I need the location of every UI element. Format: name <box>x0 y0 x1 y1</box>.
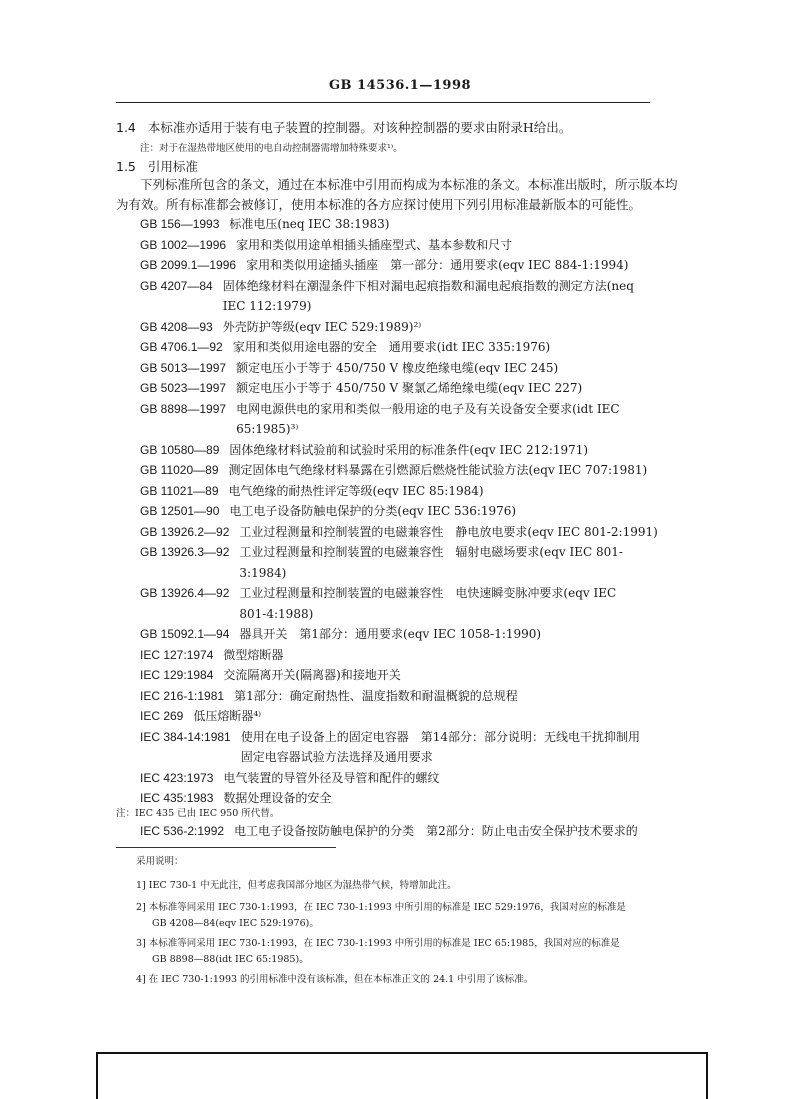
ref-code: GB 8898—1997 <box>140 401 227 416</box>
intro-line: 为有效。所有标准都会被修订，使用本标准的各方应探讨使用下列引用标准最新版本的可能性。 <box>116 197 642 212</box>
reference-item <box>140 317 660 338</box>
ref-title: 电气绝缘的耐热性评定等级(eqv IEC 85:1984) <box>228 483 484 498</box>
reference-item <box>140 276 660 317</box>
ref-title: 微型熔断器 <box>223 647 284 662</box>
ref-title: 电工电子设备防触电保护的分类(eqv IEC 536:1976) <box>229 504 517 518</box>
intro-line: 下列标准所包含的条文，通过在本标准中引用而构成为本标准的条文。本标准出版时，所示版本均 <box>140 177 678 192</box>
reference-item <box>140 542 660 583</box>
ref-title: 工业过程测量和控制装置的电磁兼容性 辐射电磁场要求(eqv IEC 801-3:1984) <box>239 545 623 580</box>
ref-code: GB 12501—90 <box>140 504 220 518</box>
ref-title: 测定固体电气绝缘材料暴露在引燃源后燃烧性能试验方法(eqv IEC 707:1981) <box>228 463 648 477</box>
ref-title: 工业过程测量和控制装置的电磁兼容性 电快速瞬变脉冲要求(eqv IEC 801-4:1988) <box>239 586 617 621</box>
reference-item <box>140 501 660 522</box>
footnote-item: 2] 本标准等同采用 IEC 730-1:1993，在 IEC 730-1:1993 中所引用的标准是 IEC 529:1976，我国对应的标准是 <box>136 902 626 913</box>
reference-item <box>140 399 660 440</box>
ref-title: 固体绝缘材料在潮湿条件下相对漏电起痕指数和漏电起痕指数的测定方法(neq IEC 112:1979) <box>222 278 634 313</box>
ref-title: 外壳防护等级(eqv IEC 529:1989)²⁾ <box>222 319 422 334</box>
ref-code: IEC 216-1:1981 <box>140 688 225 703</box>
reference-item <box>140 706 660 727</box>
ref-code: IEC 269 <box>140 709 184 723</box>
reference-list <box>140 214 660 809</box>
ref-title: 额定电压小于等于 450/750 V 聚氯乙烯绝缘电缆(eqv IEC 227) <box>236 381 583 395</box>
section-1-4 <box>116 118 571 136</box>
section-number: 1.4 <box>116 120 136 135</box>
ref-title: 标准电压(neq IEC 38:1983) <box>229 217 390 231</box>
ref-code: GB 11020—89 <box>140 463 219 477</box>
ref-code: IEC 435:1983 <box>140 791 214 805</box>
reference-item <box>140 624 660 645</box>
section-1-5 <box>116 157 198 175</box>
ref-code: IEC 536-2:1992 <box>140 824 225 838</box>
ref-title: 家用和类似用途电器的安全 通用要求(idt IEC 335:1976) <box>232 340 551 354</box>
page-frame-box <box>96 1052 708 1099</box>
ref-code: GB 4208—93 <box>140 319 213 334</box>
reference-item <box>140 337 660 358</box>
ref-code: GB 5013—1997 <box>140 360 227 375</box>
ref-title: 电工电子设备按防触电保护的分类 第2部分：防止电击安全保护技术要求的 <box>234 824 638 838</box>
section-number: 1.5 <box>116 159 136 174</box>
footnote-item: 3] 本标准等同采用 IEC 730-1:1993，在 IEC 730-1:1993 中所引用的标准是 IEC 65:1985，我国对应的标准是 <box>136 938 620 949</box>
ref-title: 电网电源供电的家用和类似一般用途的电子及有关设备安全要求(idt IEC 65:1985)³⁾ <box>236 401 620 436</box>
ref-code: GB 156—1993 <box>140 217 220 231</box>
ref-code: GB 10580—89 <box>140 442 220 457</box>
ref-title: 交流隔离开关(隔离器)和接地开关 <box>223 668 401 682</box>
ref-code: GB 13926.2—92 <box>140 524 230 539</box>
section-title: 引用标准 <box>147 159 198 174</box>
intro-paragraph <box>116 175 678 215</box>
ref-title: 低压熔断器⁴⁾ <box>193 709 262 723</box>
ref-title: 家用和类似用途单相插头插座型式、基本参数和尺寸 <box>236 237 513 252</box>
reference-item <box>140 460 660 481</box>
reference-item <box>140 440 660 461</box>
footnote-heading: 采用说明： <box>136 856 184 867</box>
ref-code: IEC 384-14:1981 <box>140 729 231 744</box>
reference-item <box>140 481 660 502</box>
ref-title: 数据处理设备的安全 <box>223 791 332 805</box>
ref-title: 第1部分：确定耐热性、温度指数和耐温概貌的总规程 <box>234 688 518 703</box>
reference-item <box>140 255 660 276</box>
footnote-item: GB 8898—88(idt IEC 65:1985)。 <box>152 954 309 965</box>
iec-435-note: 注：IEC 435 已由 IEC 950 所代替。 <box>116 808 280 819</box>
ref-code: IEC 423:1973 <box>140 770 214 785</box>
ref-title: 使用在电子设备上的固定电容器 第14部分：部分说明：无线电干扰抑制用固定电容器试验方法选择及通用要求 <box>240 729 641 764</box>
reference-item <box>140 358 660 379</box>
reference-item <box>140 727 660 768</box>
reference-item <box>140 214 660 235</box>
ref-title: 固体绝缘材料试验前和试验时采用的标准条件(eqv IEC 212:1971) <box>229 442 589 457</box>
reference-item <box>140 821 638 842</box>
ref-code: GB 2099.1—1996 <box>140 258 237 272</box>
ref-title: 工业过程测量和控制装置的电磁兼容性 静电放电要求(eqv IEC 801-2:1991) <box>239 524 658 539</box>
page-header: GB 14536.1—1998 <box>328 78 472 93</box>
reference-item <box>140 522 660 543</box>
ref-title: 家用和类似用途插头插座 第一部分：通用要求(eqv IEC 884-1:1994) <box>246 258 629 272</box>
ref-title: 电气装置的导管外径及导管和配件的螺纹 <box>223 770 440 785</box>
ref-code: GB 15092.1—94 <box>140 627 230 641</box>
ref-code: GB 4207—84 <box>140 278 213 293</box>
reference-item <box>140 686 660 707</box>
footnote-item: 1] IEC 730-1 中无此注，但考虑我国部分地区为湿热带气候，特增加此注。 <box>136 880 457 891</box>
ref-title: 额定电压小于等于 450/750 V 橡皮绝缘电缆(eqv IEC 245) <box>236 360 559 375</box>
footnote-item: 4] 在 IEC 730-1:1993 的引用标准中没有该标准，但在本标准正文的 24.1 中引用了该标准。 <box>136 974 534 985</box>
section-text: 本标准亦适用于装有电子装置的控制器。对该种控制器的要求由附录H给出。 <box>147 120 572 135</box>
footnote-rule <box>116 847 336 848</box>
ref-code: GB 11021—89 <box>140 483 219 498</box>
ref-code: GB 13926.4—92 <box>140 586 230 600</box>
ref-code: IEC 127:1974 <box>140 647 214 662</box>
reference-item <box>140 378 660 399</box>
footnotes <box>136 854 656 988</box>
ref-code: GB 1002—1996 <box>140 237 227 252</box>
reference-item <box>140 665 660 686</box>
footnote-item: GB 4208—84(eqv IEC 529:1976)。 <box>152 918 319 929</box>
header-rule <box>116 102 650 103</box>
ref-code: GB 5023—1997 <box>140 381 227 395</box>
reference-item <box>140 583 660 624</box>
reference-item <box>140 235 660 256</box>
ref-code: GB 13926.3—92 <box>140 545 230 559</box>
ref-code: IEC 129:1984 <box>140 668 214 682</box>
reference-item <box>140 768 660 789</box>
reference-item <box>140 645 660 666</box>
ref-title: 器具开关 第1部分：通用要求(eqv IEC 1058-1:1990) <box>239 627 542 641</box>
ref-code: GB 4706.1—92 <box>140 340 223 354</box>
section-1-4-note: 注：对于在湿热带地区使用的电自动控制器需增加特殊要求¹⁾。 <box>140 143 403 154</box>
